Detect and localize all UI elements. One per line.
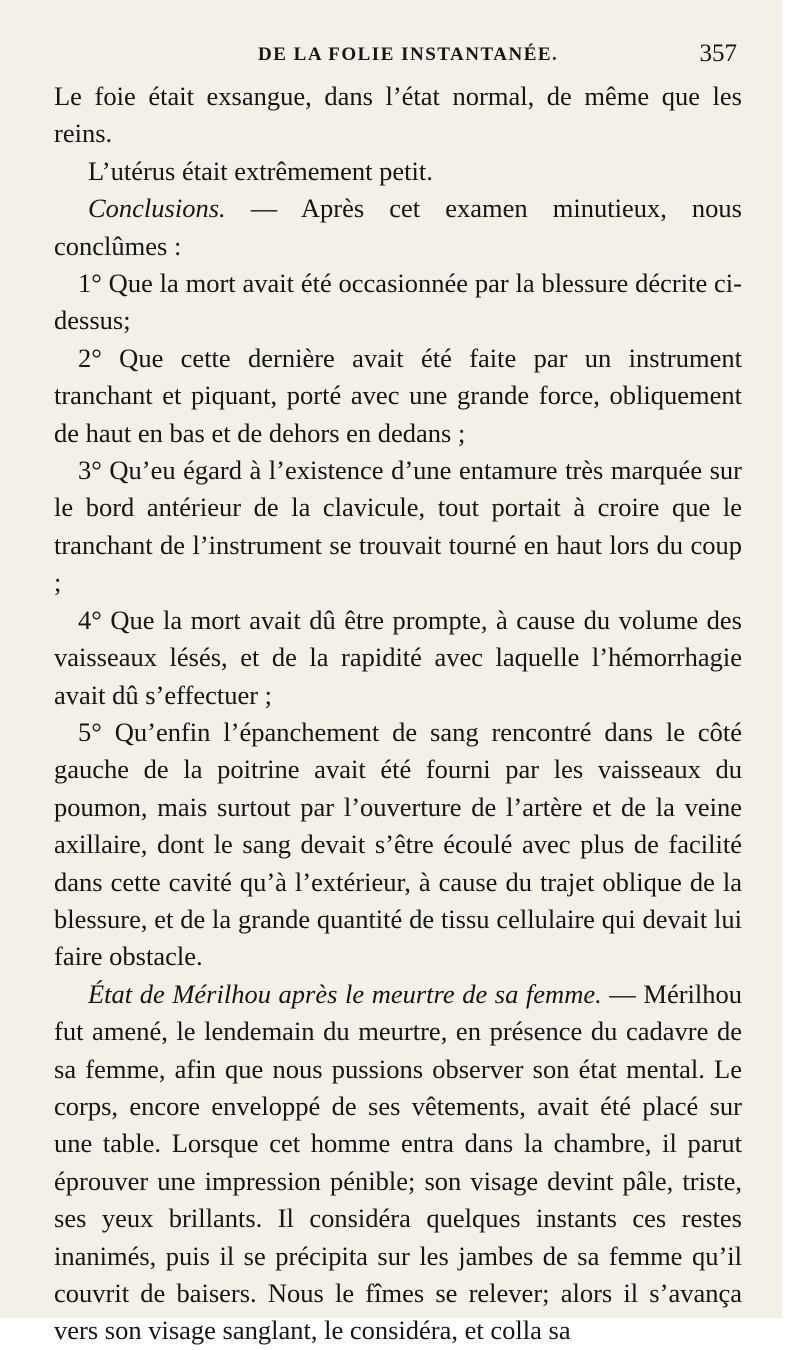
paragraph-conclusions [54, 190, 742, 265]
running-title: DE LA FOLIE INSTANTANÉE. [258, 44, 559, 65]
body-text [54, 78, 742, 1350]
page-number: 357 [699, 40, 737, 67]
merilhou-state-text: — Mérilhou fut amené, le lendemain du meurtre, en présence du cadavre de sa femme, afin que nous pussions observer son état mental. Le corps, encore enveloppé de ses vêtements, avait été placé sur une table. Lorsque cet homme entra dans la chambre, il parut éprouver une impression pénible; son visage devint pâle, triste, ses yeux brillants. Il considéra quelques instants ces restes inanimés, puis il se précipita sur les jambes de sa femme qu’il couvrit de baisers. Nous le fîmes se relever; alors il s’avança vers son visage sanglant, le considéra, et colla sa [54, 978, 742, 1346]
merilhou-state-heading: État de Mérilhou après le meurtre de sa femme. [88, 978, 602, 1009]
conclusion-item-4: 4° Que la mort avait dû être prompte, à cause du volume des vaisseaux lésés, et de la rapidité avec laquelle l’hémorrhagie avait dû s’effectuer ; [54, 604, 742, 710]
conclusion-item-3: 3° Qu’eu égard à l’existence d’une entamure très marquée sur le bord antérieur de la clavicule, tout portait à croire que le tranchant de l’instrument se trouvait tourné en haut lors du coup ; [54, 455, 742, 598]
page-header [0, 38, 782, 78]
paragraph-liver: Le foie était exsangue, dans l’état normal, de même que les reins. [54, 81, 742, 149]
conclusions-heading: Conclusions. [88, 193, 226, 224]
paragraph-merilhou-state [54, 976, 742, 1350]
paragraph-uterus: L’utérus était extrêmement petit. [88, 155, 433, 186]
conclusions-intro: — Après cet examen minutieux, nous conclûmes : [54, 193, 742, 261]
conclusion-item-5: 5° Qu’enfin l’épanchement de sang rencontré dans le côté gauche de la poitrine avait été fourni par les vaisseaux du poumon, mais surtout par l’ouverture de l’artère et de la veine axillaire, dont le sang devait s’être écoulé avec plus de facilité dans cette cavité qu’à l’extérieur, à cause du trajet oblique de la blessure, et de la grande quantité de tissu cellulaire qui devait lui faire obstacle. [54, 716, 742, 972]
conclusion-item-1: 1° Que la mort avait été occasionnée par la blessure décrite ci-dessus; [54, 268, 742, 336]
conclusion-item-2: 2° Que cette dernière avait été faite par un instrument tranchant et piquant, porté avec une grande force, obliquement de haut en bas et de dehors en dedans ; [54, 342, 742, 448]
